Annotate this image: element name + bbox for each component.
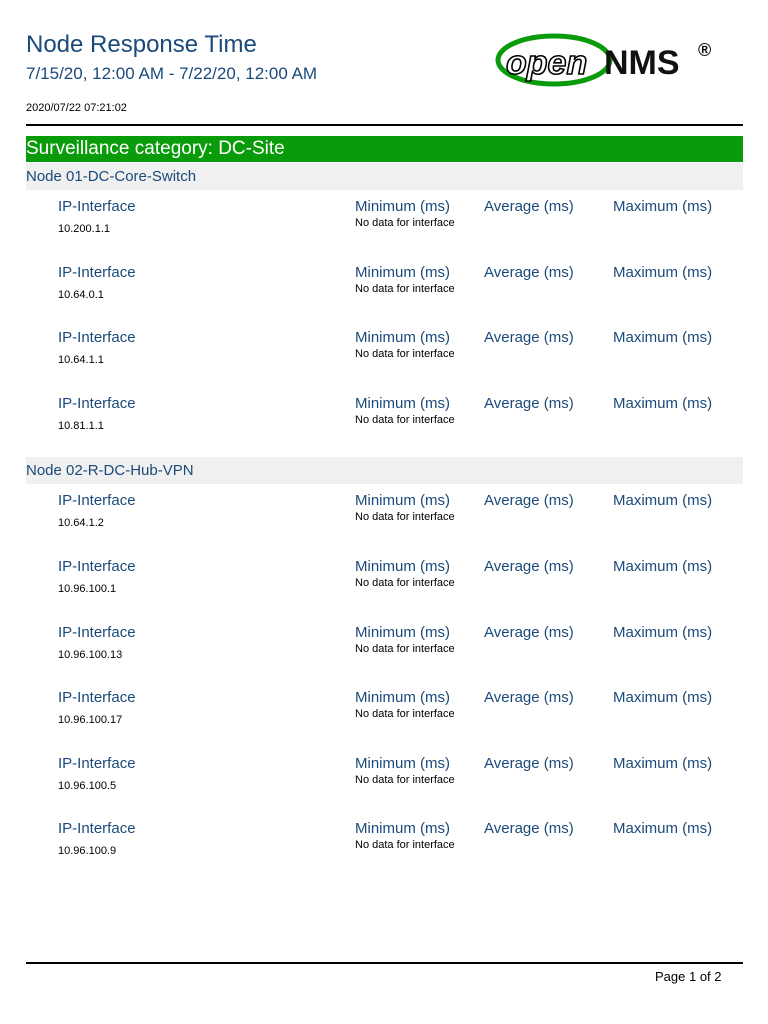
no-data-message: No data for interface [355,577,455,589]
no-data-message: No data for interface [355,773,455,786]
generated-timestamp: 2020/07/22 07:21:02 [26,102,127,114]
minimum-header: Minimum (ms) [355,198,450,215]
interface-ip: 10.64.1.1 [58,354,104,367]
average-header: Average (ms) [484,689,574,707]
minimum-header: Minimum (ms) [355,263,450,281]
minimum-header: Minimum (ms) [355,754,450,772]
maximum-header: Maximum (ms) [613,754,713,772]
interface-row [0,820,768,880]
interface-ip: 10.200.1.1 [58,223,110,235]
minimum-header: Minimum (ms) [355,394,450,412]
no-data-message: No data for interface [355,642,455,655]
no-data-message: No data for interface [355,708,455,721]
minimum-header: Minimum (ms) [355,558,450,575]
no-data-message: No data for interface [355,348,455,361]
interface-label: IP-Interface [58,689,136,707]
maximum-header: Maximum (ms) [613,394,713,412]
average-header: Average (ms) [484,263,574,281]
interface-ip: 10.96.100.17 [58,714,123,727]
no-data-message: No data for interface [355,511,455,524]
interface-label: IP-Interface [58,623,136,641]
interface-row [0,558,768,618]
node-header: Node 01-DC-Core-Switch [26,163,743,190]
interface-row [0,755,768,815]
opennms-logo [492,30,724,92]
interface-row [0,689,768,749]
page-number: Page 1 of 2 [655,969,722,984]
interface-label: IP-Interface [58,820,136,838]
logo-nms-text: NMS [604,44,680,82]
interface-label: IP-Interface [58,492,136,510]
interface-label: IP-Interface [58,198,136,215]
interface-ip: 10.96.100.13 [58,648,123,661]
interface-row [0,395,768,455]
maximum-header: Maximum (ms) [613,623,713,641]
average-header: Average (ms) [484,198,574,215]
interface-ip: 10.81.1.1 [58,419,104,432]
category-bar: Surveillance category: DC-Site [26,136,743,162]
interface-label: IP-Interface [58,329,136,347]
average-header: Average (ms) [484,329,574,347]
no-data-message: No data for interface [355,217,455,229]
interface-label: IP-Interface [58,394,136,412]
interface-label: IP-Interface [58,754,136,772]
minimum-header: Minimum (ms) [355,820,450,838]
no-data-message: No data for interface [355,839,455,852]
interface-row [0,264,768,324]
report-title: Node Response Time [26,31,257,58]
average-header: Average (ms) [484,754,574,772]
average-header: Average (ms) [484,492,574,510]
interface-ip: 10.64.0.1 [58,288,104,301]
interface-label: IP-Interface [58,558,136,575]
average-header: Average (ms) [484,623,574,641]
node-header: Node 02-R-DC-Hub-VPN [26,457,743,484]
interface-ip: 10.96.100.5 [58,779,117,792]
maximum-header: Maximum (ms) [613,329,713,347]
interface-label: IP-Interface [58,263,136,281]
average-header: Average (ms) [484,558,574,575]
minimum-header: Minimum (ms) [355,329,450,347]
header-divider [26,124,743,126]
minimum-header: Minimum (ms) [355,623,450,641]
no-data-message: No data for interface [355,282,455,295]
interface-ip: 10.64.1.2 [58,517,104,530]
minimum-header: Minimum (ms) [355,492,450,510]
maximum-header: Maximum (ms) [613,558,713,575]
interface-row [0,329,768,389]
maximum-header: Maximum (ms) [613,492,713,510]
no-data-message: No data for interface [355,413,455,426]
logo-registered-mark: ® [698,40,712,60]
interface-ip: 10.96.100.1 [58,583,117,595]
report-date-range: 7/15/20, 12:00 AM - 7/22/20, 12:00 AM [26,64,318,83]
maximum-header: Maximum (ms) [613,198,713,215]
interface-ip: 10.96.100.9 [58,845,117,858]
minimum-header: Minimum (ms) [355,689,450,707]
logo-open-text: open [506,44,588,82]
maximum-header: Maximum (ms) [613,689,713,707]
interface-row [0,624,768,684]
interface-row [0,198,768,258]
maximum-header: Maximum (ms) [613,820,713,838]
maximum-header: Maximum (ms) [613,263,713,281]
average-header: Average (ms) [484,394,574,412]
interface-row [0,492,768,552]
footer-divider [26,962,743,964]
average-header: Average (ms) [484,820,574,838]
